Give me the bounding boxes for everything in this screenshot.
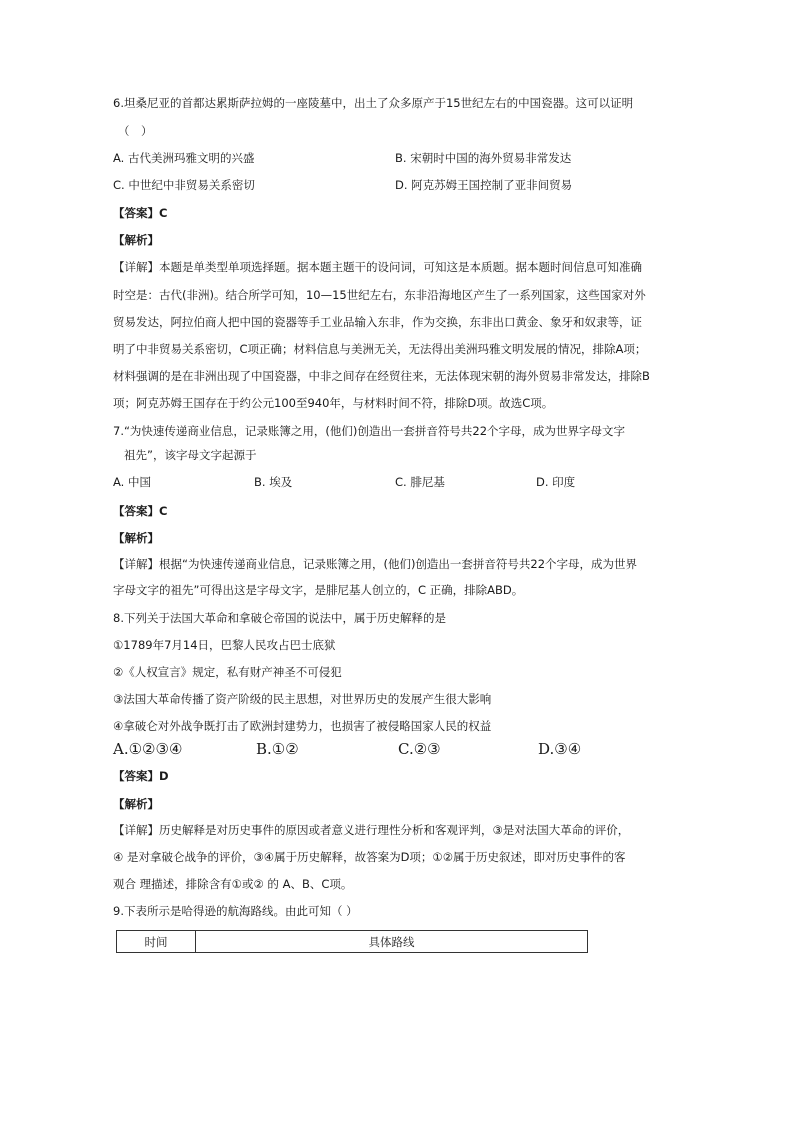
q8-option-a: A.①②③④ (113, 740, 183, 758)
q6-stem-line2: （ ） (118, 124, 153, 138)
q8-answer: 【答案】D (113, 769, 169, 783)
q8-stem: 8.下列关于法国大革命和拿破仑帝国的说法中，属于历史解释的是 (113, 611, 446, 625)
q7-detail-line: 字母文字的祖先”可得出这是字母文字，是腓尼基人创立的，C 正确，排除ABD。 (113, 583, 524, 597)
q8-option-b: B.①② (256, 740, 299, 758)
q6-option-b: B. 宋朝时中国的海外贸易非常发达 (395, 151, 572, 165)
q7-option-b: B. 埃及 (254, 475, 293, 489)
q8-detail-line: 观合 理描述，排除含有①或② 的 A、B、C项。 (113, 877, 353, 891)
q6-detail-line: 明了中非贸易关系密切，C项正确；材料信息与美洲无关，无法得出美洲玛雅文明发展的情况，排除A项； (113, 342, 647, 356)
table-header-route: 具体路线 (196, 931, 588, 953)
q6-detail-line: 【详解】本题是单类型单项选择题。据本题主题干的设问词，可知这是本质题。据本题时间信息可知准确 (113, 260, 642, 274)
q7-answer: 【答案】C (113, 504, 168, 518)
q8-detail-line: ④ 是对拿破仑战争的评价，③④属于历史解释，故答案为D项；①②属于历史叙述，即对历史事件的客 (113, 850, 626, 864)
q7-option-d: D. 印度 (536, 475, 576, 489)
table-header-time: 时间 (117, 931, 196, 953)
route-table (116, 930, 588, 953)
q8-option-d: D.③④ (538, 740, 582, 758)
q8-item: ④拿破仑对外战争既打击了欧洲封建势力，也损害了被侵略国家人民的权益 (113, 719, 492, 733)
q6-detail-line: 项；阿克苏姆王国存在于约公元100至940年，与材料时间不符，排除D项。故选C项。 (113, 396, 554, 410)
table-row (117, 931, 588, 953)
q8-option-c: C.②③ (398, 740, 441, 758)
q7-option-c: C. 腓尼基 (395, 475, 445, 489)
q6-option-d: D. 阿克苏姆王国控制了亚非间贸易 (395, 178, 573, 192)
q7-analysis-label: 【解析】 (113, 531, 159, 545)
q7-detail-line: 【详解】根据“为快速传递商业信息，记录账簿之用，(他们)创造出一套拼音符号共22个字母，成为世界 (113, 557, 638, 571)
q6-analysis-label: 【解析】 (113, 233, 159, 247)
q8-detail-line: 【详解】历史解释是对历史事件的原因或者意义进行理性分析和客观评判，③是对法国大革命的评价， (113, 823, 630, 837)
q7-stem-line2: 祖先”，该字母文字起源于 (124, 448, 257, 462)
q8-item: ②《人权宣言》规定，私有财产神圣不可侵犯 (113, 665, 342, 679)
q6-detail-line: 贸易发达，阿拉伯商人把中国的瓷器等手工业品输入东非，作为交换，东非出口黄金、象牙和奴隶等，证 (113, 315, 642, 329)
q6-answer: 【答案】C (113, 206, 168, 220)
q6-stem-line1: 6.坦桑尼亚的首都达累斯萨拉姆的一座陵墓中，出土了众多原产于15世纪左右的中国瓷器。这可以证明 (113, 96, 634, 110)
q7-option-a: A. 中国 (113, 475, 151, 489)
q6-detail-line: 时空是：古代(非洲)。结合所学可知，10—15世纪左右，东非沿海地区产生了一系列国家，这些国家对外 (113, 288, 646, 302)
q6-option-a: A. 古代美洲玛雅文明的兴盛 (113, 151, 255, 165)
q6-detail-line: 材料强调的是在非洲出现了中国瓷器，中非之间存在经贸往来，无法体现宋朝的海外贸易非常发达，排除B (113, 369, 650, 383)
q9-stem: 9.下表所示是哈得逊的航海路线。由此可知（ ） (113, 904, 358, 918)
q8-analysis-label: 【解析】 (113, 797, 159, 811)
q7-stem-line1: 7.“为快速传递商业信息，记录账簿之用，(他们)创造出一套拼音符号共22个字母，成为世界字母文字 (113, 424, 626, 438)
q6-option-c: C. 中世纪中非贸易关系密切 (113, 178, 255, 192)
q8-item: ③法国大革命传播了资产阶级的民主思想，对世界历史的发展产生很大影响 (113, 692, 492, 706)
q8-item: ①1789年7月14日，巴黎人民攻占巴士底狱 (113, 638, 336, 652)
